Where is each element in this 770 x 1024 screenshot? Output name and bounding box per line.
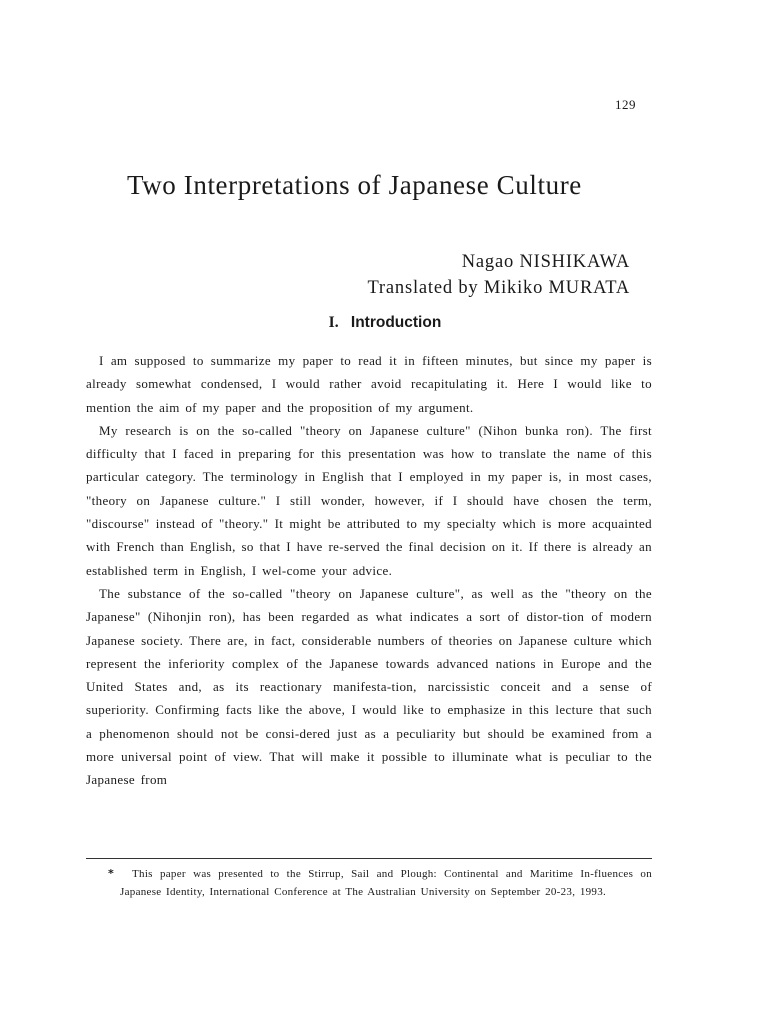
section-title: Introduction bbox=[350, 314, 442, 331]
footnote-text: This paper was presented to the Stirrup, Sail and Plough: Continental and Maritime In-fluences on Japanese Identity, International Conference at The Australian University on September 20-23, 1993. bbox=[120, 868, 652, 899]
paragraph-2: My research is on the so-called "theory on Japanese culture" (Nihon bunka ron). The first difficulty that I faced in preparing for this presentation was how to translate the name of this particular category. The terminology in English that I employed in my paper is, in most cases, "theory on Japanese culture." I still wonder, however, if I should have chosen the term, "discourse" instead of "theory." It might be attributed to my specialty which is more acquainted with French than English, so that I have re-served the final decision on it. If there is already an established term in English, I wel-come your advice. bbox=[86, 422, 652, 578]
footnote bbox=[108, 865, 652, 901]
footnote-divider bbox=[86, 858, 652, 859]
section-heading bbox=[0, 314, 770, 332]
body-text bbox=[86, 349, 652, 792]
paragraph-1: I am supposed to summarize my paper to read it in fifteen minutes, but since my paper is already somewhat condensed, I would rather avoid recapitulating it. Here I would like to mention the aim of my paper and the proposition of my argument. bbox=[86, 353, 652, 415]
footnote-mark: * bbox=[108, 867, 115, 880]
translator-line: Translated by Mikiko MURATA bbox=[367, 278, 630, 298]
paper-title: Two Interpretations of Japanese Culture bbox=[127, 170, 582, 200]
page-number: 129 bbox=[615, 97, 636, 112]
author-name: Nagao NISHIKAWA bbox=[461, 252, 630, 272]
paragraph-3: The substance of the so-called "theory on Japanese culture", as well as the "theory on the Japanese" (Nihonjin ron), has been regarded as what indicates a sort of distor-tion of modern Japanese society. There are, in fact, considerable numbers of theories on Japanese culture which represent the inferiority complex of the Japanese towards advanced nations in Europe and the United States and, as its reactionary manifesta-tion, narcissistic conceit and a sense of superiority. Confirming facts like the above, I would like to emphasize in this lecture that such a phenomenon should not be consi-dered just as a peculiarity but should be examined from a more universal point of view. That will make it possible to illuminate what is peculiar to the Japanese from bbox=[86, 585, 652, 788]
section-number: I. bbox=[328, 314, 339, 331]
